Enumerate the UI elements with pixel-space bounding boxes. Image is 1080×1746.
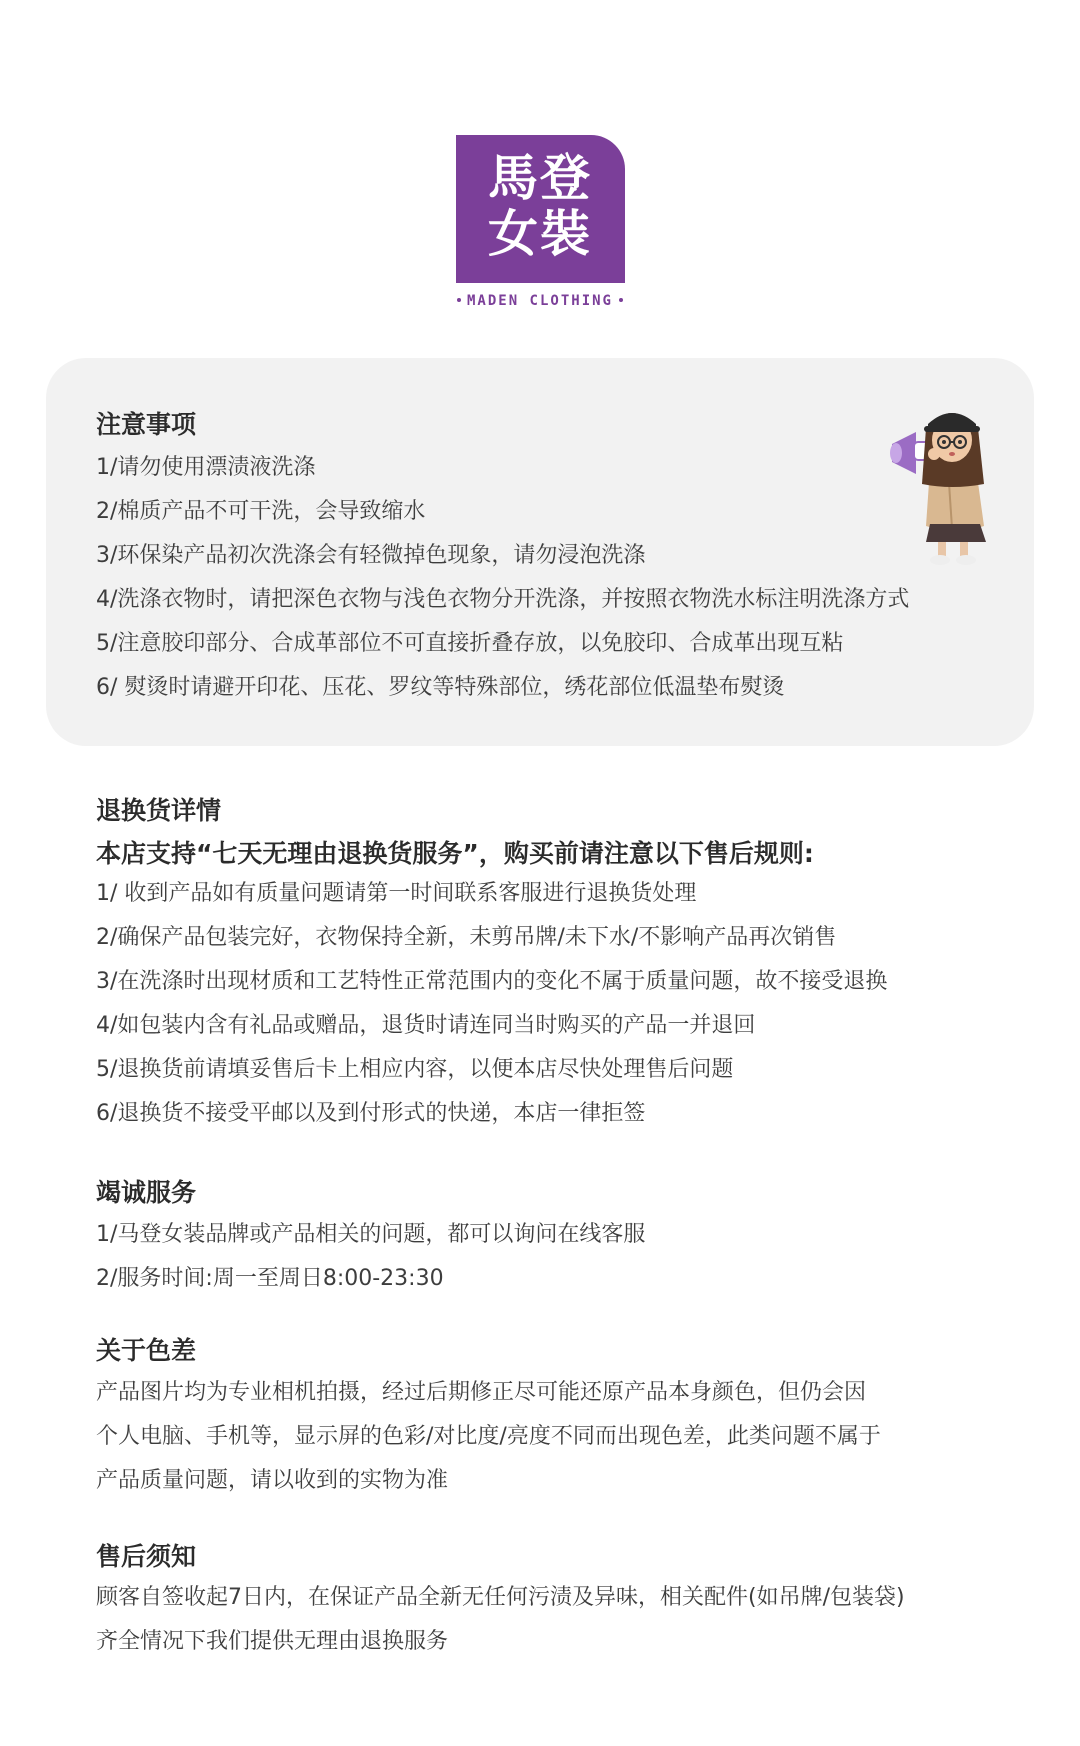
list-item: 1/ 收到产品如有质量问题请第一时间联系客服进行退换货处理 — [96, 881, 697, 906]
list-item: 3/环保染产品初次洗涤会有轻微掉色现象，请勿浸泡洗涤 — [96, 543, 646, 568]
list-item: 6/退换货不接受平邮以及到付形式的快递，本店一律拒签 — [96, 1101, 646, 1126]
returns-subtitle: 本店支持“七天无理由退换货服务”，购买前请注意以下售后规则: — [96, 839, 814, 868]
girl-with-megaphone-icon — [890, 398, 1000, 568]
list-item: 6/ 熨烫时请避开印花、压花、罗纹等特殊部位，绣花部位低温垫布熨烫 — [96, 675, 785, 700]
dot-icon — [619, 298, 623, 302]
text-line: 个人电脑、手机等，显示屏的色彩/对比度/亮度不同而出现色差，此类问题不属于 — [96, 1424, 881, 1449]
list-item: 3/在洗涤时出现材质和工艺特性正常范围内的变化不属于质量问题，故不接受退换 — [96, 969, 888, 994]
returns-title: 退换货详情 — [96, 796, 222, 825]
list-item: 1/马登女装品牌或产品相关的问题，都可以询问在线客服 — [96, 1222, 646, 1247]
after-sales-title: 售后须知 — [96, 1542, 197, 1571]
after-sales-text — [96, 1576, 905, 1664]
dot-icon — [457, 298, 461, 302]
logo-subtitle-row — [0, 293, 1080, 309]
color-diff-title: 关于色差 — [96, 1336, 197, 1365]
text-line: 顾客自签收起7日内，在保证产品全新无任何污渍及异味，相关配件(如吊牌/包装袋) — [96, 1585, 905, 1610]
list-item: 5/退换货前请填妥售后卡上相应内容，以便本店尽快处理售后问题 — [96, 1057, 734, 1082]
text-line: 产品图片均为专业相机拍摄，经过后期修正尽可能还原产品本身颜色，但仍会因 — [96, 1380, 867, 1405]
list-item: 4/洗涤衣物时，请把深色衣物与浅色衣物分开洗涤，并按照衣物洗水标注明洗涤方式 — [96, 587, 910, 612]
list-item: 4/如包装内含有礼品或赠品，退货时请连同当时购买的产品一并退回 — [96, 1013, 756, 1038]
care-notice-title: 注意事项 — [96, 410, 197, 439]
logo-badge — [456, 135, 625, 283]
service-title: 竭诚服务 — [96, 1178, 197, 1207]
service-list — [96, 1213, 645, 1301]
logo-text-line2: 女裝 — [488, 205, 592, 263]
logo-text-line1: 馬登 — [488, 149, 592, 207]
list-item: 2/确保产品包装完好，衣物保持全新，未剪吊牌/未下水/不影响产品再次销售 — [96, 925, 837, 950]
brand-logo — [0, 135, 1080, 309]
text-line: 齐全情况下我们提供无理由退换服务 — [96, 1629, 449, 1654]
logo-subtitle: MADEN CLOTHING — [466, 293, 613, 309]
list-item: 5/注意胶印部分、合成革部位不可直接折叠存放，以免胶印、合成革出现互粘 — [96, 631, 844, 656]
list-item: 1/请勿使用漂渍液洗涤 — [96, 455, 316, 480]
color-diff-text — [96, 1371, 881, 1503]
text-line: 产品质量问题，请以收到的实物为准 — [96, 1468, 449, 1493]
returns-list — [96, 872, 887, 1136]
list-item: 2/棉质产品不可干洗，会导致缩水 — [96, 499, 426, 524]
care-notice-list — [96, 446, 909, 710]
list-item: 2/服务时间:周一至周日8:00-23:30 — [96, 1266, 444, 1291]
